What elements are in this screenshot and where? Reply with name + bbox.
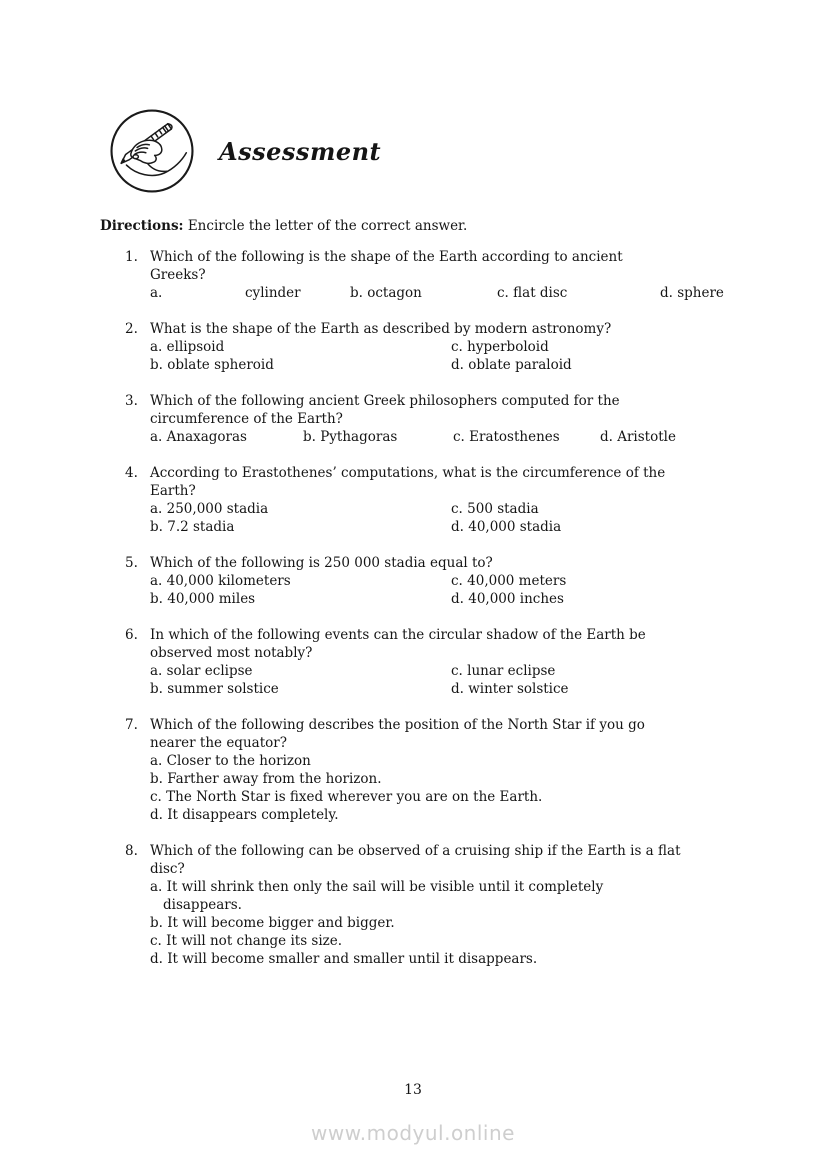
directions-text: Encircle the letter of the correct answer. bbox=[187, 218, 468, 234]
question-text: Which of the following is 250 000 stadia equal to? bbox=[150, 555, 493, 571]
page-title: Assessment bbox=[219, 136, 382, 166]
question-text: observed most notably? bbox=[150, 645, 313, 661]
option-a: a. 40,000 kilometers bbox=[150, 573, 291, 589]
question-7 bbox=[125, 716, 775, 824]
option-a: a. It will shrink then only the sail will be visible until it completely bbox=[150, 879, 604, 895]
option-d: d. 40,000 stadia bbox=[451, 519, 562, 535]
option-b: b. octagon bbox=[350, 285, 422, 301]
question-list bbox=[125, 248, 775, 986]
option-d: d. It will become smaller and smaller until it disappears. bbox=[150, 951, 538, 967]
question-text: According to Erastothenes’ computations, what is the circumference of the bbox=[150, 465, 666, 481]
option-b: b. 40,000 miles bbox=[150, 591, 256, 607]
option-a bbox=[150, 284, 350, 302]
options-row bbox=[150, 428, 775, 446]
option-b: b. 7.2 stadia bbox=[150, 519, 235, 535]
question-text: disc? bbox=[150, 861, 185, 877]
question-number: 6. bbox=[125, 627, 138, 643]
question-number: 1. bbox=[125, 249, 138, 265]
options-grid bbox=[150, 572, 775, 608]
question-text: nearer the equator? bbox=[150, 735, 287, 751]
option-b: b. Pythagoras bbox=[303, 429, 398, 445]
question-text: circumference of the Earth? bbox=[150, 411, 343, 427]
options-grid bbox=[150, 338, 775, 374]
writing-hand-icon bbox=[108, 107, 196, 195]
option-a: a. ellipsoid bbox=[150, 339, 225, 355]
question-4 bbox=[125, 464, 775, 536]
question-number: 5. bbox=[125, 555, 138, 571]
option-b: b. It will become bigger and bigger. bbox=[150, 915, 395, 931]
option-d: d. oblate paraloid bbox=[451, 357, 572, 373]
option-d: d. winter solstice bbox=[451, 681, 569, 697]
options-grid bbox=[150, 500, 775, 536]
option-c: c. It will not change its size. bbox=[150, 933, 343, 949]
option-c: c. The North Star is fixed wherever you are on the Earth. bbox=[150, 789, 543, 805]
page-number: 13 bbox=[404, 1082, 422, 1098]
question-text: In which of the following events can the circular shadow of the Earth be bbox=[150, 627, 646, 643]
option-d: d. It disappears completely. bbox=[150, 807, 339, 823]
option-d: d. sphere bbox=[660, 285, 724, 301]
option-a: a. Anaxagoras bbox=[150, 429, 247, 445]
option-a: a. solar eclipse bbox=[150, 663, 253, 679]
question-3 bbox=[125, 392, 775, 446]
option-a: a. Closer to the horizon bbox=[150, 753, 311, 769]
option-c: c. flat disc bbox=[497, 285, 568, 301]
option-c: c. 500 stadia bbox=[451, 501, 539, 517]
question-text: Which of the following is the shape of the Earth according to ancient bbox=[150, 249, 623, 265]
header bbox=[108, 107, 381, 195]
option-b: b. oblate spheroid bbox=[150, 357, 274, 373]
question-text: Which of the following describes the position of the North Star if you go bbox=[150, 717, 645, 733]
question-text: Earth? bbox=[150, 483, 196, 499]
option-a: a. 250,000 stadia bbox=[150, 501, 269, 517]
option-b: b. summer solstice bbox=[150, 681, 279, 697]
question-6 bbox=[125, 626, 775, 698]
question-number: 4. bbox=[125, 465, 138, 481]
directions bbox=[100, 217, 776, 235]
question-5 bbox=[125, 554, 775, 608]
options-grid bbox=[150, 662, 775, 698]
watermark: www.modyul.online bbox=[311, 1121, 515, 1145]
option-d: d. Aristotle bbox=[600, 429, 676, 445]
option-a-text: cylinder bbox=[245, 285, 301, 301]
question-number: 8. bbox=[125, 843, 138, 859]
option-c: c. lunar eclipse bbox=[451, 663, 556, 679]
question-number: 3. bbox=[125, 393, 138, 409]
question-number: 2. bbox=[125, 321, 138, 337]
option-c: c. Eratosthenes bbox=[453, 429, 560, 445]
question-text: What is the shape of the Earth as described by modern astronomy? bbox=[150, 321, 612, 337]
option-c: c. 40,000 meters bbox=[451, 573, 567, 589]
question-8 bbox=[125, 842, 775, 968]
question-number: 7. bbox=[125, 717, 138, 733]
question-text: Greeks? bbox=[150, 267, 206, 283]
question-text: Which of the following can be observed of a cruising ship if the Earth is a flat bbox=[150, 843, 681, 859]
question-text: Which of the following ancient Greek philosophers computed for the bbox=[150, 393, 620, 409]
directions-label: Directions: bbox=[100, 218, 184, 234]
option-a-label: a. bbox=[150, 285, 163, 301]
question-2 bbox=[125, 320, 775, 374]
options-row bbox=[150, 284, 775, 302]
question-1 bbox=[125, 248, 775, 302]
option-a-continuation: disappears. bbox=[163, 897, 242, 913]
option-c: c. hyperboloid bbox=[451, 339, 549, 355]
option-d: d. 40,000 inches bbox=[451, 591, 564, 607]
option-b: b. Farther away from the horizon. bbox=[150, 771, 382, 787]
